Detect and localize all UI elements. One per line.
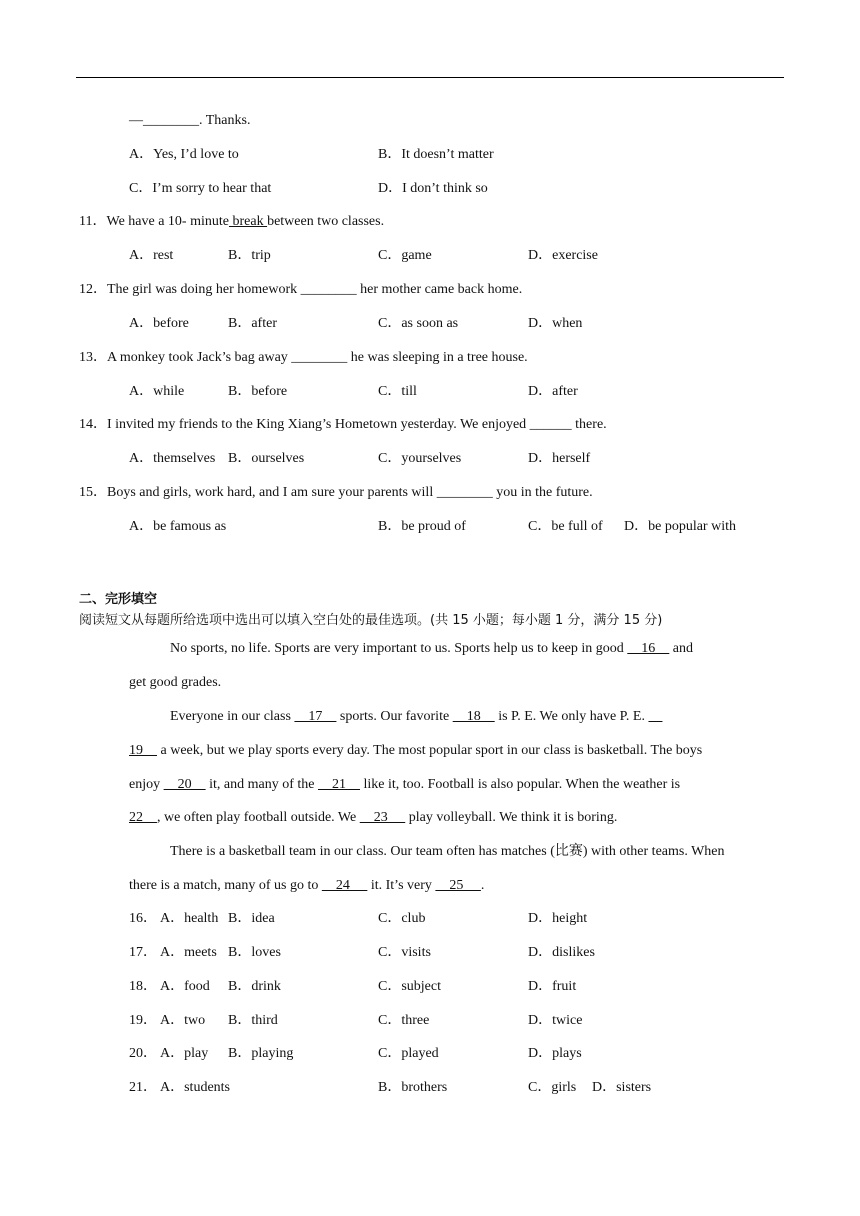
q13-option-b[interactable]: B．before xyxy=(228,384,288,399)
q16-option-a[interactable]: A．health xyxy=(160,911,219,926)
section-heading: 二、完形填空 xyxy=(79,592,158,607)
passage-line-1: No sports, no life. Sports are very important to us. Sports help us to keep in good 16 and xyxy=(170,641,694,656)
q15-option-b[interactable]: B．be proud of xyxy=(378,519,466,534)
q15-option-c[interactable]: C．be full of xyxy=(528,519,603,534)
q19-option-d[interactable]: D．twice xyxy=(528,1013,583,1028)
passage-line-8: there is a match, many of us go to 24 it. It’s very 25 . xyxy=(129,878,485,893)
q13-option-d[interactable]: D．after xyxy=(528,384,578,399)
q21-option-c[interactable]: C．girls xyxy=(528,1080,577,1095)
q15-option-d[interactable]: D．be popular with xyxy=(624,519,736,534)
q20-option-b[interactable]: B．playing xyxy=(228,1046,294,1061)
q10-stem: —________. Thanks. xyxy=(129,113,251,128)
q18-option-a[interactable]: A．food xyxy=(160,979,210,994)
q16-option-d[interactable]: D．height xyxy=(528,911,588,926)
q13-option-c[interactable]: C．till xyxy=(378,384,417,399)
q16-option-c[interactable]: C．club xyxy=(378,911,426,926)
q14-option-c[interactable]: C．yourselves xyxy=(378,451,462,466)
q12-option-c[interactable]: C．as soon as xyxy=(378,316,459,331)
q12-stem: 12．The girl was doing her homework ________ her mother came back home. xyxy=(79,282,523,297)
passage-line-7: There is a basketball team in our class. Our team often has matches (比赛) with other teams. When xyxy=(170,844,725,859)
q21-option-b[interactable]: B．brothers xyxy=(378,1080,448,1095)
q10-option-d[interactable]: D．I don’t think so xyxy=(378,181,488,196)
header-rule xyxy=(76,77,784,78)
q11-option-d[interactable]: D．exercise xyxy=(528,248,598,263)
passage-line-4: 19 a week, but we play sports every day. The most popular sport in our class is basketball. The boys xyxy=(129,743,703,758)
q20-option-c[interactable]: C．played xyxy=(378,1046,439,1061)
q14-stem: 14．I invited my friends to the King Xiang’s Hometown yesterday. We enjoyed ______ there. xyxy=(79,417,607,432)
q11-option-b[interactable]: B．trip xyxy=(228,248,271,263)
blank-18: 18 xyxy=(452,709,495,724)
q14-option-b[interactable]: B．ourselves xyxy=(228,451,305,466)
q19-option-a[interactable]: A．two xyxy=(160,1013,206,1028)
q11-underlined-word: break xyxy=(228,214,268,229)
passage-line-2: get good grades. xyxy=(129,675,222,690)
q12-option-d[interactable]: D．when xyxy=(528,316,583,331)
q17-option-c[interactable]: C．visits xyxy=(378,945,431,960)
q11-option-c[interactable]: C．game xyxy=(378,248,432,263)
q10-option-c[interactable]: C．I’m sorry to hear that xyxy=(129,181,272,196)
blank-19: 19 xyxy=(129,743,157,758)
q16-number: 16． xyxy=(129,911,157,926)
blank-17: 17 xyxy=(294,709,337,724)
q10-option-a[interactable]: A．Yes, I’d love to xyxy=(129,147,239,162)
q10-option-b[interactable]: B．It doesn’t matter xyxy=(378,147,494,162)
blank-23: 23 xyxy=(359,810,406,825)
blank-19-start xyxy=(648,709,662,724)
q20-number: 20． xyxy=(129,1046,157,1061)
blank-22: 22 xyxy=(129,810,157,825)
q11-stem: 11．We have a 10- minute break between two classes. xyxy=(79,214,385,229)
passage-line-5: enjoy 20 it, and many of the 21 like it, too. Football is also popular. When the weather is xyxy=(129,777,681,792)
q18-option-d[interactable]: D．fruit xyxy=(528,979,577,994)
q17-number: 17． xyxy=(129,945,157,960)
passage-line-6: 22 , we often play football outside. We 23 play volleyball. We think it is boring. xyxy=(129,810,618,825)
blank-24: 24 xyxy=(321,878,368,893)
q11-option-a[interactable]: A．rest xyxy=(129,248,174,263)
q13-option-a[interactable]: A．while xyxy=(129,384,185,399)
q14-option-a[interactable]: A．themselves xyxy=(129,451,216,466)
blank-16: 16 xyxy=(627,641,670,656)
section-instruction: 阅读短文从每题所给选项中选出可以填入空白处的最佳选项。(共 15 小题；每小题 1 分，满分 15 分) xyxy=(79,613,663,628)
blank-25: 25 xyxy=(435,878,481,893)
q21-number: 21． xyxy=(129,1080,157,1095)
blank-20: 20 xyxy=(163,777,206,792)
q12-option-b[interactable]: B．after xyxy=(228,316,277,331)
q20-option-d[interactable]: D．plays xyxy=(528,1046,582,1061)
q20-option-a[interactable]: A．play xyxy=(160,1046,209,1061)
q12-option-a[interactable]: A．before xyxy=(129,316,189,331)
blank-21: 21 xyxy=(317,777,360,792)
q18-option-b[interactable]: B．drink xyxy=(228,979,281,994)
q15-option-a[interactable]: A．be famous as xyxy=(129,519,227,534)
q19-option-b[interactable]: B．third xyxy=(228,1013,278,1028)
q21-option-a[interactable]: A．students xyxy=(160,1080,230,1095)
passage-line-3: Everyone in our class 17 sports. Our favorite 18 is P. E. We only have P. E. xyxy=(170,709,662,725)
q19-number: 19． xyxy=(129,1013,157,1028)
q14-option-d[interactable]: D．herself xyxy=(528,451,591,466)
q17-option-d[interactable]: D．dislikes xyxy=(528,945,595,960)
q13-stem: 13．A monkey took Jack’s bag away ________ he was sleeping in a tree house. xyxy=(79,350,528,365)
q21-option-d[interactable]: D．sisters xyxy=(592,1080,652,1095)
q18-number: 18． xyxy=(129,979,157,994)
q18-option-c[interactable]: C．subject xyxy=(378,979,441,994)
q17-option-b[interactable]: B．loves xyxy=(228,945,281,960)
q17-option-a[interactable]: A．meets xyxy=(160,945,217,960)
q15-stem: 15．Boys and girls, work hard, and I am sure your parents will ________ you in the future. xyxy=(79,485,593,500)
q19-option-c[interactable]: C．three xyxy=(378,1013,430,1028)
q16-option-b[interactable]: B．idea xyxy=(228,911,275,926)
